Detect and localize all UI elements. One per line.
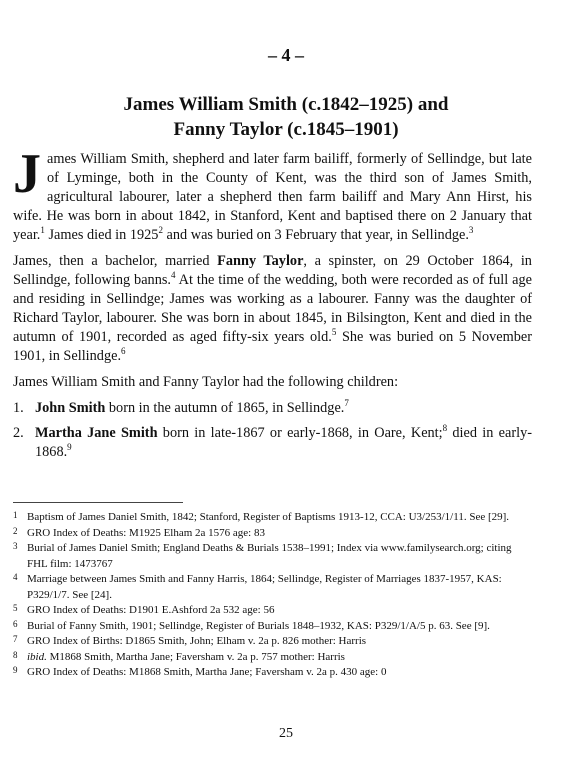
footnote-number: 7 bbox=[13, 634, 18, 644]
footnote-text: Baptism of James Daniel Smith, 1842; Stanford, Register of Baptisms 1913-12, CCA: U3/253/1/11. See [29]. bbox=[27, 511, 510, 523]
footnote-ref-3[interactable]: 3 bbox=[468, 225, 474, 235]
child-name: Martha Jane Smith bbox=[35, 425, 158, 441]
page-title bbox=[40, 92, 532, 142]
footnote-ref-8[interactable]: 8 bbox=[442, 423, 448, 433]
footnote-text: Marriage between James Smith and Fanny Harris, 1864; Sellindge, Register of Marriages 1837-1957, KAS: P329/1/7. See [24]. bbox=[27, 573, 502, 601]
footnote bbox=[13, 665, 532, 681]
p2-text-4: She was buried on 5 November 1901, in Sellindge. bbox=[13, 329, 532, 364]
footnote bbox=[13, 634, 532, 650]
footnote bbox=[13, 526, 532, 542]
title-line-1: James William Smith (c.1842–1925) and bbox=[123, 94, 449, 115]
footnote-number: 2 bbox=[13, 525, 18, 536]
footnote-ref-2[interactable]: 2 bbox=[158, 225, 163, 235]
child-number: 1. bbox=[13, 400, 24, 416]
footnote-ref-9[interactable]: 9 bbox=[67, 442, 72, 452]
footnote-ref-7[interactable]: 7 bbox=[344, 398, 349, 408]
paragraph-1 bbox=[13, 143, 532, 245]
p2-text-1: James, then a bachelor, married bbox=[13, 253, 218, 269]
footnote-ref-6[interactable]: 6 bbox=[121, 346, 126, 356]
footnote bbox=[13, 619, 532, 635]
footnote-ref-4[interactable]: 4 bbox=[170, 270, 176, 280]
children-list bbox=[13, 399, 532, 462]
child-name: John Smith bbox=[35, 400, 106, 416]
p2-text-3: At the time of the wedding, both were recorded as of full age and residing in Sellindge; James was working as a labourer. Fanny was the daughter of Richard Taylor, labourer. She was born in about 1845, in Bilsington, Kent and died in the autumn of 1901, recorded as aged fifty-six years old. bbox=[13, 272, 532, 345]
p1-text-2: James died in 1925 bbox=[44, 227, 159, 243]
child-text-2: died in early-1868. bbox=[35, 425, 533, 460]
child-number: 2. bbox=[13, 425, 24, 441]
p2-text-2: , a spinster, on 29 October 1864, in Sellindge, following banns. bbox=[13, 253, 532, 288]
footnote-number: 3 bbox=[13, 541, 18, 551]
p1-text-1: ames William Smith, shepherd and later farm bailiff, formerly of Sellindge, but late of Lyminge, both in the County of Kent, was the third son of James Smith, agricultural labourer, later a shepherd then farm bailiff and Mary Ann Hirst, his wife. He was born in about 1842, in Stanford, Kent and baptised there on 2 January that year. bbox=[13, 151, 532, 243]
footnote-text: Burial of Fanny Smith, 1901; Sellindge, Register of Burials 1848–1932, KAS: P329/1/A/5 p. 63. See [9]. bbox=[27, 619, 490, 632]
footnote-text: Burial of James Daniel Smith; England Deaths & Burials 1538–1991; Index via www.familysearch.org; citing FHL film: 1473767 bbox=[27, 542, 512, 570]
chapter-number: – 4 – bbox=[268, 45, 304, 65]
child-item bbox=[13, 424, 532, 462]
footnote-number: 5 bbox=[13, 603, 18, 613]
footnote-divider bbox=[13, 502, 183, 503]
footnote-ref-1[interactable]: 1 bbox=[40, 225, 45, 235]
footnote-text: GRO Index of Deaths: M1868 Smith, Martha Jane; Faversham v. 2a p. 430 age: 0 bbox=[27, 666, 387, 678]
footnote-ref-5[interactable]: 5 bbox=[331, 327, 337, 337]
body-text bbox=[13, 143, 533, 468]
title-line-2: Fanny Taylor (c.1845–1901) bbox=[173, 119, 399, 140]
child-text: born in late-1867 or early-1868, in Oare, Kent; bbox=[157, 425, 443, 441]
footnote-number: 1 bbox=[13, 510, 18, 520]
footnote bbox=[13, 510, 532, 526]
drop-cap: J bbox=[13, 143, 41, 205]
child-text: born in the autumn of 1865, in Sellindge. bbox=[105, 400, 345, 416]
footnote bbox=[13, 603, 532, 619]
footnote-text: GRO Index of Deaths: D1901 E.Ashford 2a 532 age: 56 bbox=[27, 604, 275, 616]
footnote-text: M1868 Smith, Martha Jane; Faversham v. 2a p. 757 mother: Harris bbox=[46, 650, 345, 663]
footnote-number: 6 bbox=[13, 618, 18, 629]
footnote bbox=[13, 650, 532, 666]
footnote-number: 4 bbox=[13, 572, 18, 582]
footnotes bbox=[13, 510, 532, 681]
paragraph-2 bbox=[13, 252, 532, 366]
footnote-ibid: ibid. bbox=[27, 650, 47, 663]
child-item bbox=[13, 399, 532, 418]
footnote-text: GRO Index of Deaths: M1925 Elham 2a 1576 age: 83 bbox=[27, 526, 265, 539]
footnote-number: 8 bbox=[13, 649, 18, 660]
footnote-number: 9 bbox=[13, 665, 18, 675]
page-number: 25 bbox=[279, 726, 293, 741]
p1-text-3: and was buried on 3 February that year, in Sellindge. bbox=[162, 227, 469, 243]
footnote-text: GRO Index of Births: D1865 Smith, John; Elham v. 2a p. 826 mother: Harris bbox=[27, 635, 367, 647]
paragraph-3: James William Smith and Fanny Taylor had the following children: bbox=[13, 374, 399, 390]
spouse-name: Fanny Taylor bbox=[217, 253, 304, 269]
footnote bbox=[13, 541, 532, 572]
footnote bbox=[13, 572, 532, 603]
